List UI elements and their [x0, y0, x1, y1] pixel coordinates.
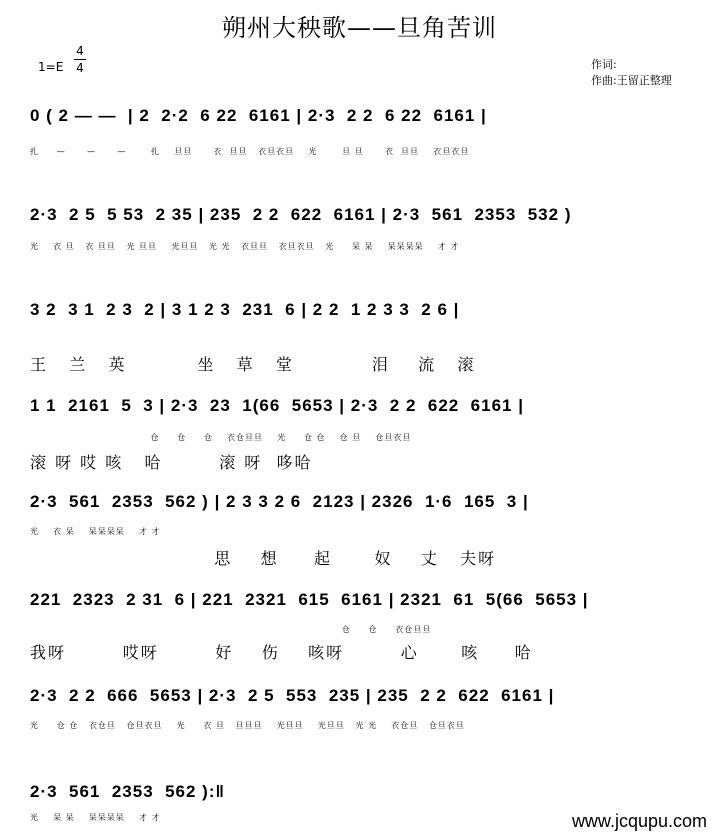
time-signature-top: 4: [76, 44, 84, 58]
score-line-8: [30, 782, 690, 822]
watermark: www.jcqupu.com: [571, 811, 707, 831]
score-line-3: [30, 300, 690, 328]
time-signature: [74, 44, 86, 75]
score-line-5: [30, 492, 690, 536]
numbered-notes: 2·3 561 2353 562 ) | 2 3 3 2 6 2123 | 2326 1·6 165 3 |: [30, 492, 529, 511]
percussion-syllables: 光 呆 呆 呆呆呆呆 才 才: [30, 813, 161, 822]
percussion-syllables: 光 仓 仓 衣仓旦 仓旦衣旦 光 衣 旦 旦旦旦 光旦旦 光旦旦 光 光 衣仓旦 仓旦衣旦: [30, 721, 465, 730]
percussion-syllables: 扎 — — — 扎 旦旦 衣 旦旦 衣旦衣旦 光 旦 旦 衣 旦旦 衣旦衣旦: [30, 147, 470, 156]
percussion-syllables: 光 衣 呆 呆呆呆呆 才 才: [30, 527, 161, 536]
percussion-syllables: 仓 仓 仓 衣仓旦旦 光 仓 仓 仓 旦 仓旦衣旦: [30, 433, 412, 442]
numbered-notes: 221 2323 2 31 6 | 221 2321 615 6161 | 2321 61 5(66 5653 |: [30, 590, 589, 609]
score-line-1: [30, 106, 690, 156]
lyric-line-4: 滚 呀 哎 咳 哈 滚 呀 哆哈: [30, 453, 313, 472]
numbered-notes: 2·3 561 2353 562 ):‖: [30, 782, 225, 801]
page-title: 朔州大秧歌——旦角苦训: [222, 14, 497, 42]
lyric-line-6: 我呀 哎呀 好 伤 咳呀 心 咳 哈: [30, 643, 533, 662]
numbered-notes: 3 2 3 1 2 3 2 | 3 1 2 3 231 6 | 2 2 1 2 3 3 2 6 |: [30, 300, 460, 319]
numbered-notes: 1 1 2161 5 3 | 2·3 23 1(66 5653 | 2·3 2 2 622 6161 |: [30, 396, 524, 415]
score-line-6: [30, 590, 690, 634]
numbered-notes: 2·3 2 5 5 53 2 35 | 235 2 2 622 6161 | 2·3 561 2353 532 ): [30, 205, 572, 224]
composer-credit: 作曲:王留正整理: [591, 74, 672, 87]
numbered-notes: 2·3 2 2 666 5653 | 2·3 2 5 553 235 | 235 2 2 622 6161 |: [30, 686, 555, 705]
percussion-syllables: 仓 仓 衣仓旦旦: [30, 625, 432, 634]
numbered-notes: 0 ( 2 — — | 2 2·2 6 22 6161 | 2·3 2 2 6 22 6161 |: [30, 106, 487, 125]
score-line-4: [30, 396, 690, 442]
percussion-syllables: 光 衣 旦 衣 旦旦 光 旦旦 光旦旦 光 光 衣旦旦 衣旦衣旦 光 呆 呆 呆呆呆呆 才 才: [30, 242, 460, 251]
time-signature-bottom: 4: [76, 61, 84, 75]
lyric-line-5: 思 想 起 奴 丈 夫呀: [30, 549, 497, 568]
score-line-2: [30, 205, 690, 251]
lyricist-credit: 作词:: [591, 58, 617, 71]
score-line-7: [30, 686, 690, 730]
key-signature: 1=E: [38, 60, 64, 74]
lyric-line-3: 王 兰 英 坐 草 堂 泪 流 滚: [30, 355, 476, 374]
